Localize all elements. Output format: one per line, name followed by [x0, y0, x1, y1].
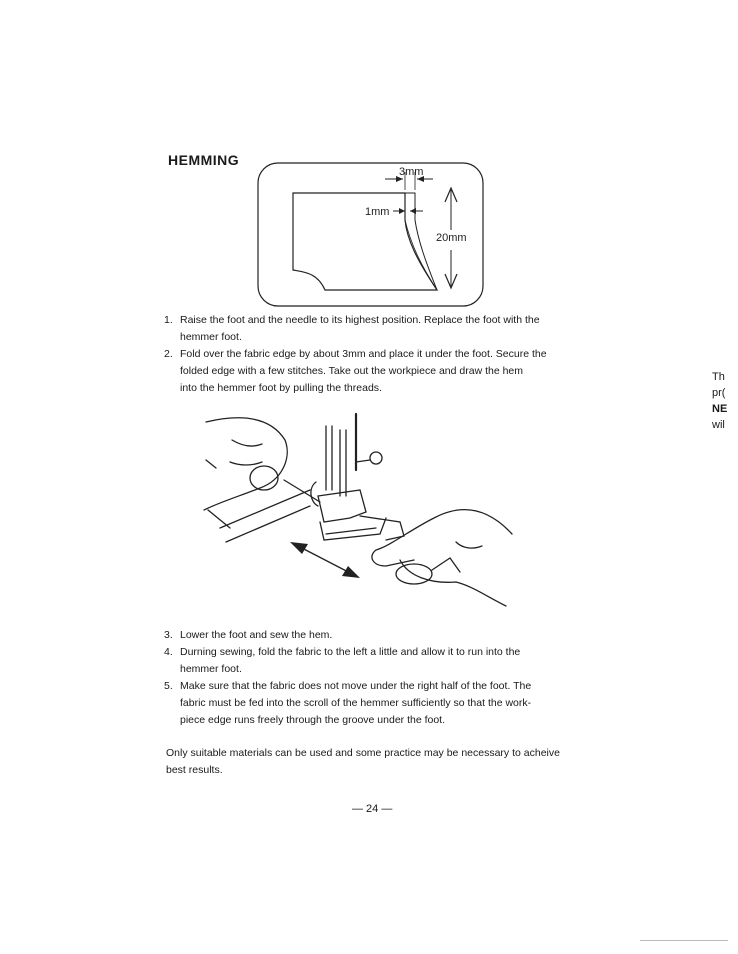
bottom-rule: [640, 940, 728, 941]
label-20mm: 20mm: [436, 232, 467, 244]
hem-dimension-diagram: [255, 160, 487, 310]
list-item: 5. Make sure that the fabric does not move under the right half of the foot. The fabric must be fed into the scroll of the hemmer sufficiently so that the work- piece edge runs freely through the groove under the foot.: [164, 680, 532, 726]
margin-fragments: Th pr( NE wil: [712, 371, 728, 431]
label-1mm: 1mm: [365, 206, 390, 218]
section-title: HEMMING: [168, 152, 240, 168]
hemmer-foot-illustration: [200, 410, 520, 615]
list-item: 1. Raise the foot and the needle to its highest position. Replace the foot with the hemmer foot.: [164, 314, 540, 343]
closing-paragraph: Only suitable materials can be used and some practice may be necessary to acheive best results.: [166, 747, 560, 776]
list-item: 4. Durning sewing, fold the fabric to the left a little and allow it to run into the hemmer foot.: [164, 646, 521, 675]
page-number: — 24 —: [352, 803, 393, 815]
steps-list-b: [164, 627, 584, 729]
steps-list-a: [164, 312, 584, 397]
list-item: 3. Lower the foot and sew the hem.: [164, 629, 333, 641]
label-3mm: 3mm: [399, 166, 424, 178]
list-item: 2. Fold over the fabric edge by about 3mm and place it under the foot. Secure the folded edge with a few stitches. Take out the workpiece and draw the hem into the hemmer foot by pulling the threads.: [164, 348, 547, 394]
